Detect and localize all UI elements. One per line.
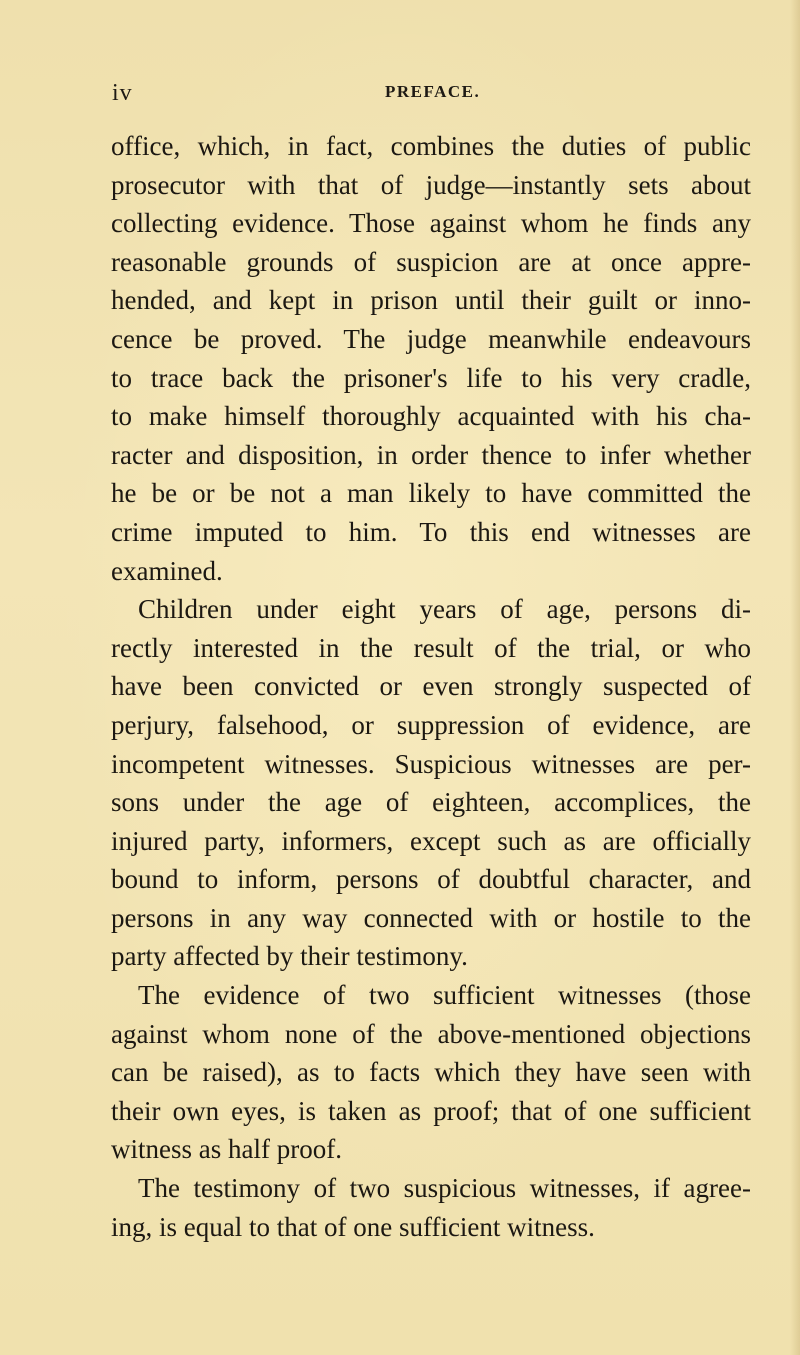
text-line-paragraph-start: Children under eight years of age, persons di- <box>138 594 751 625</box>
text-line: to make himself thoroughly acquainted with his cha- <box>111 401 751 432</box>
text-line: he be or be not a man likely to have committed the <box>111 478 751 509</box>
text-line-paragraph-start: The testimony of two suspicious witnesses, if agree- <box>138 1173 751 1204</box>
text-line: racter and disposition, in order thence to infer whether <box>111 439 751 470</box>
text-line: to trace back the prisoner's life to his very cradle, <box>111 362 751 393</box>
text-line: cence be proved. The judge meanwhile endeavours <box>111 323 751 354</box>
text-line-paragraph-start: The evidence of two sufficient witnesses (those <box>138 980 751 1011</box>
text-line: incompetent witnesses. Suspicious witnesses are per- <box>111 748 751 779</box>
text-line-paragraph-end: party affected by their testimony. <box>111 941 468 972</box>
text-line: reasonable grounds of suspicion are at once appre- <box>111 246 751 277</box>
text-line: perjury, falsehood, or suppression of evidence, are <box>111 709 751 740</box>
text-line-paragraph-end: examined. <box>111 555 223 586</box>
page-edge-shadow <box>790 0 800 1355</box>
body-text <box>111 127 751 1246</box>
text-line: office, which, in fact, combines the duties of public <box>111 131 751 161</box>
text-line-paragraph-end: witness as half proof. <box>111 1134 342 1165</box>
text-line: their own eyes, is taken as proof; that of one sufficient <box>111 1095 751 1126</box>
text-line: persons in any way connected with or hostile to the <box>111 902 751 933</box>
text-line: rectly interested in the result of the trial, or who <box>111 632 751 663</box>
text-line: against whom none of the above-mentioned objections <box>111 1018 751 1049</box>
text-line: prosecutor with that of judge—instantly sets about <box>111 169 751 200</box>
text-line: collecting evidence. Those against whom he finds any <box>111 208 751 239</box>
page-number: iv <box>112 80 133 106</box>
text-line: sons under the age of eighteen, accomplices, the <box>111 787 751 818</box>
text-line: have been convicted or even strongly suspected of <box>111 671 751 702</box>
text-line-paragraph-end: ing, is equal to that of one sufficient witness. <box>111 1211 595 1242</box>
text-line: crime imputed to him. To this end witnesses are <box>111 516 751 547</box>
text-line: hended, and kept in prison until their guilt or inno- <box>111 285 751 316</box>
running-head <box>112 80 712 104</box>
text-line: can be raised), as to facts which they have seen with <box>111 1057 751 1088</box>
text-line: injured party, informers, except such as are officially <box>111 825 751 856</box>
running-title: PREFACE. <box>385 82 481 101</box>
text-line: bound to inform, persons of doubtful character, and <box>111 864 751 895</box>
